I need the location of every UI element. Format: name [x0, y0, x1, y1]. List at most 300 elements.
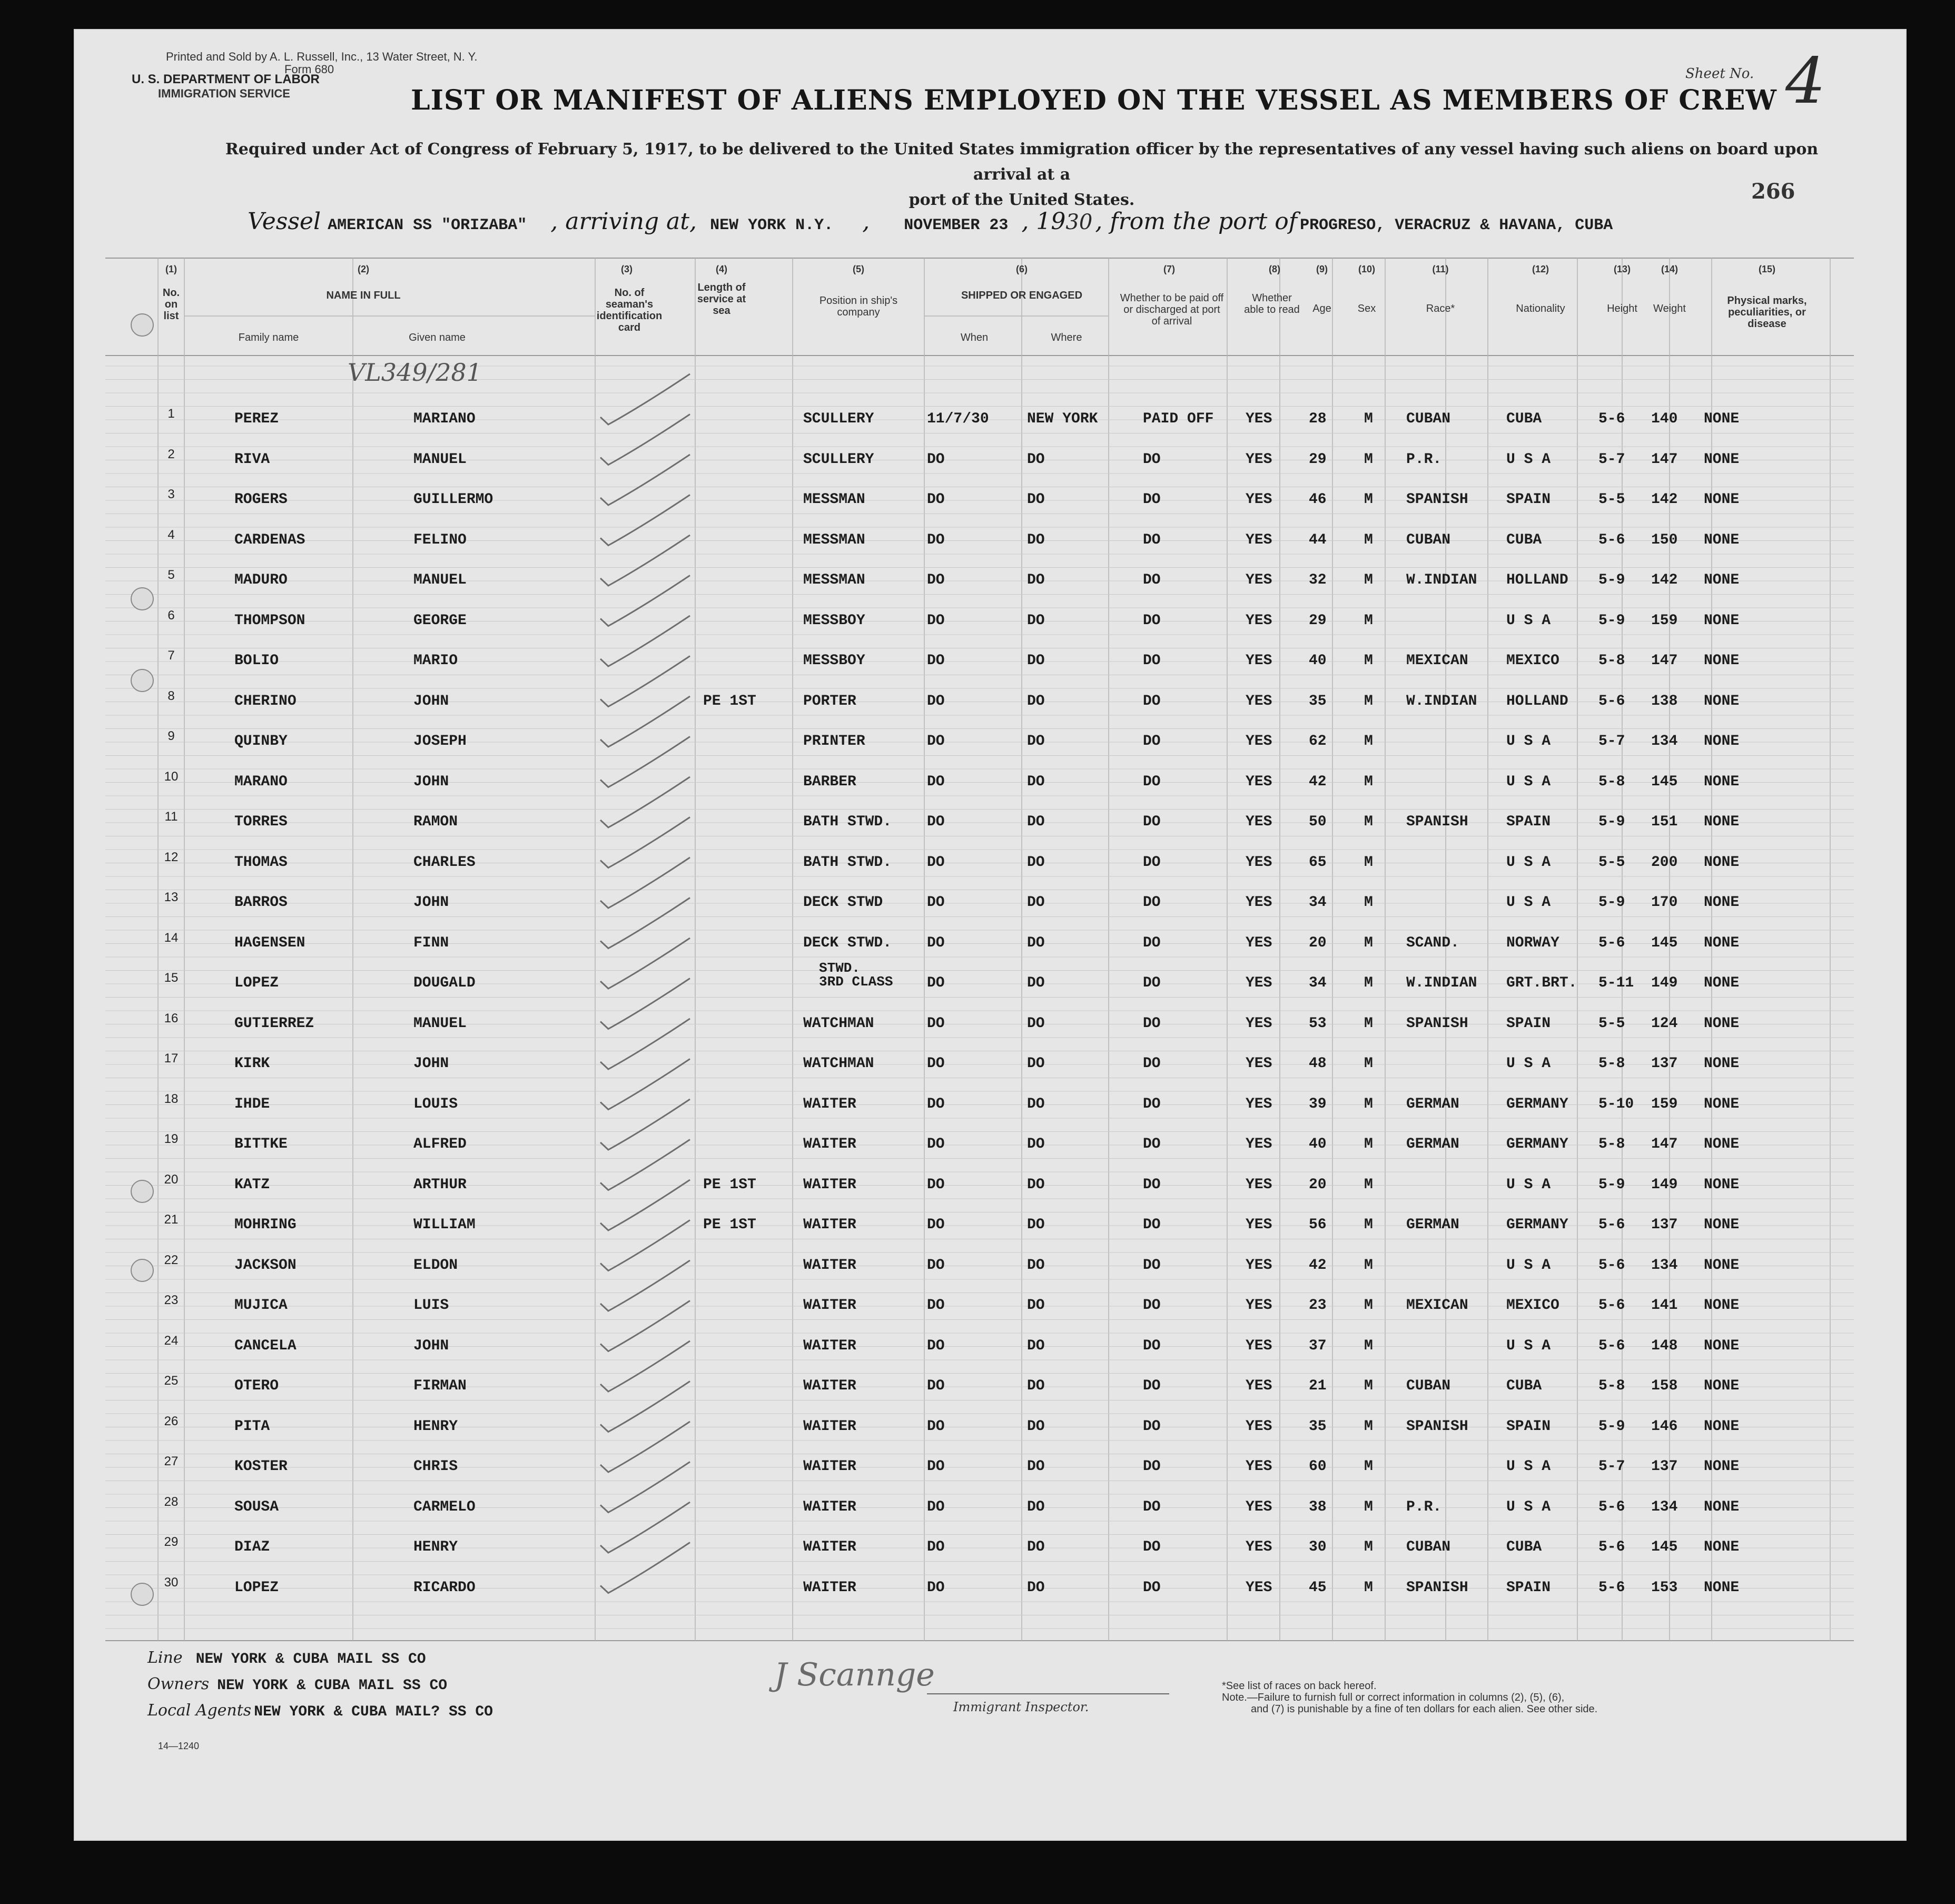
able-to-read: YES — [1246, 653, 1272, 669]
physical-marks: NONE — [1704, 1055, 1740, 1072]
shipped-where: DO — [1027, 572, 1045, 588]
height: 5-8 — [1598, 1378, 1625, 1394]
given-name: MANUEL — [413, 572, 467, 588]
shipped-when: DO — [927, 1096, 945, 1112]
height: 5-5 — [1598, 491, 1625, 508]
col1-header: No. on list — [162, 287, 180, 322]
weight: 149 — [1651, 975, 1678, 991]
height: 5-8 — [1598, 773, 1625, 790]
paid-off: DO — [1143, 1055, 1161, 1072]
sheet-label: Sheet No. — [1685, 66, 1754, 82]
age: 23 — [1309, 1297, 1327, 1314]
col6-when-header: When — [960, 332, 989, 343]
punch-hole — [131, 313, 154, 337]
arriving-at: NEW YORK N.Y. — [710, 216, 834, 234]
inspector-signature: J Scannge — [774, 1656, 935, 1693]
shipped-when: DO — [927, 1055, 945, 1072]
sex: M — [1364, 1539, 1373, 1555]
col14-header: Weight — [1653, 303, 1686, 314]
row-number: 13 — [164, 890, 179, 904]
col8-num: (8) — [1269, 264, 1280, 274]
able-to-read: YES — [1246, 773, 1272, 790]
weight: 140 — [1651, 411, 1678, 427]
weight: 149 — [1651, 1176, 1678, 1193]
paid-off: DO — [1143, 1337, 1161, 1354]
manifest-page — [74, 29, 1907, 1841]
col15-num: (15) — [1758, 264, 1775, 274]
row-number: 30 — [164, 1575, 179, 1590]
able-to-read: YES — [1246, 975, 1272, 991]
given-name: MANUEL — [413, 1015, 467, 1032]
paid-off: DO — [1143, 975, 1161, 991]
race: GERMAN — [1406, 1217, 1459, 1233]
sex: M — [1364, 1378, 1373, 1394]
note-line-1: Note.—Failure to furnish full or correct information in columns (2), (5), (6), — [1222, 1692, 1565, 1703]
position: MESSBOY — [803, 653, 865, 669]
race: W.INDIAN — [1406, 975, 1477, 991]
position: MESSMAN — [803, 491, 865, 508]
weight: 147 — [1651, 451, 1678, 468]
shipped-where: DO — [1027, 693, 1045, 709]
shipped-where: DO — [1027, 1096, 1045, 1112]
height: 5-11 — [1598, 975, 1634, 991]
sex: M — [1364, 1136, 1373, 1152]
service-name: IMMIGRATION SERVICE — [158, 87, 290, 100]
row-number: 14 — [164, 930, 179, 945]
family-name: CANCELA — [234, 1337, 297, 1354]
physical-marks: NONE — [1704, 854, 1740, 871]
shipped-where: DO — [1027, 733, 1045, 749]
nationality: U S A — [1506, 894, 1551, 911]
sex: M — [1364, 693, 1373, 709]
age: 42 — [1309, 773, 1327, 790]
weight: 145 — [1651, 773, 1678, 790]
given-name: RICARDO — [413, 1579, 476, 1596]
shipped-when: DO — [927, 975, 945, 991]
race: P.R. — [1406, 1498, 1442, 1515]
from-label: , from the port of — [1095, 208, 1298, 235]
paid-off: DO — [1143, 1257, 1161, 1274]
form-code: 14—1240 — [158, 1741, 200, 1751]
age: 28 — [1309, 411, 1327, 427]
nationality: U S A — [1506, 1458, 1551, 1475]
col4-header: Length of service at sea — [697, 282, 746, 317]
row-number: 5 — [167, 568, 175, 582]
shipped-when: DO — [927, 653, 945, 669]
nationality: U S A — [1506, 854, 1551, 871]
nationality: GERMANY — [1506, 1217, 1568, 1233]
age: 42 — [1309, 1257, 1327, 1274]
col13-header: Height — [1607, 303, 1637, 314]
sheet-number: 4 — [1785, 45, 1826, 118]
sex: M — [1364, 854, 1373, 871]
age: 62 — [1309, 733, 1327, 749]
nationality: U S A — [1506, 612, 1551, 629]
able-to-read: YES — [1246, 411, 1272, 427]
age: 45 — [1309, 1579, 1327, 1596]
able-to-read: YES — [1246, 1015, 1272, 1032]
paid-off: DO — [1143, 1498, 1161, 1515]
age: 50 — [1309, 814, 1327, 830]
shipped-where: DO — [1027, 1539, 1045, 1555]
shipped-where: DO — [1027, 975, 1045, 991]
shipped-when: DO — [927, 854, 945, 871]
shipped-where: DO — [1027, 894, 1045, 911]
race: CUBAN — [1406, 1378, 1451, 1394]
sex: M — [1364, 612, 1373, 629]
given-name: CHRIS — [413, 1458, 458, 1475]
weight: 145 — [1651, 934, 1678, 951]
height: 5-6 — [1598, 531, 1625, 548]
row-number: 11 — [164, 810, 178, 824]
position: WAITER — [803, 1217, 856, 1233]
height: 5-6 — [1598, 1257, 1625, 1274]
col3-header: No. of seaman's identification card — [596, 287, 663, 333]
height: 5-9 — [1598, 572, 1625, 588]
row-number: 10 — [164, 769, 179, 784]
punch-hole — [131, 587, 154, 610]
position: WAITER — [803, 1176, 856, 1193]
shipped-when: DO — [927, 773, 945, 790]
signature-line — [927, 1693, 1169, 1694]
length-of-service: PE 1ST — [703, 1217, 756, 1233]
physical-marks: NONE — [1704, 1136, 1740, 1152]
shipped-when: DO — [927, 1458, 945, 1475]
sex: M — [1364, 531, 1373, 548]
sex: M — [1364, 975, 1373, 991]
vessel-name: AMERICAN SS "ORIZABA" — [328, 216, 527, 234]
position: BATH STWD. — [803, 854, 892, 871]
physical-marks: NONE — [1704, 894, 1740, 911]
shipped-when: DO — [927, 1579, 945, 1596]
department-name: U. S. DEPARTMENT OF LABOR — [132, 72, 320, 86]
weight: 134 — [1651, 733, 1678, 749]
family-name: MOHRING — [234, 1217, 297, 1233]
physical-marks: NONE — [1704, 1378, 1740, 1394]
paid-off: DO — [1143, 773, 1161, 790]
weight: 158 — [1651, 1378, 1678, 1394]
shipped-where: NEW YORK — [1027, 411, 1098, 427]
agents-value: NEW YORK & CUBA MAIL? SS CO — [254, 1704, 493, 1720]
paid-off: DO — [1143, 572, 1161, 588]
race: P.R. — [1406, 451, 1442, 468]
height: 5-6 — [1598, 1217, 1625, 1233]
paid-off: DO — [1143, 1458, 1161, 1475]
age: 60 — [1309, 1458, 1327, 1475]
shipped-when: DO — [927, 1418, 945, 1435]
age: 21 — [1309, 1378, 1327, 1394]
col7-num: (7) — [1163, 264, 1175, 274]
nationality: U S A — [1506, 451, 1551, 468]
col2-family-header: Family name — [238, 332, 299, 343]
race: SPANISH — [1406, 1579, 1468, 1596]
nationality: HOLLAND — [1506, 572, 1568, 588]
subtitle-line-1: Required under Act of Congress of February 5, 1917, to be delivered to the United States immigration officer by the representatives of any vessel having such aliens on board upon arrival at a — [225, 140, 1819, 184]
shipped-where: DO — [1027, 1458, 1045, 1475]
shipped-where: DO — [1027, 814, 1045, 830]
page-title: LIST OR MANIFEST OF ALIENS EMPLOYED ON THE VESSEL AS MEMBERS OF CREW — [411, 84, 1777, 116]
row-number: 25 — [164, 1374, 179, 1388]
row-number: 29 — [164, 1535, 179, 1549]
given-name: DOUGALD — [413, 975, 476, 991]
shipped-when: DO — [927, 612, 945, 629]
paid-off: DO — [1143, 693, 1161, 709]
nationality: SPAIN — [1506, 1579, 1551, 1596]
position: WAITER — [803, 1418, 856, 1435]
nationality: U S A — [1506, 773, 1551, 790]
row-number: 6 — [167, 608, 175, 623]
age: 34 — [1309, 894, 1327, 911]
given-name: FIRMAN — [413, 1378, 467, 1394]
shipped-where: DO — [1027, 1378, 1045, 1394]
given-name: JOHN — [413, 1055, 449, 1072]
given-name: LOUIS — [413, 1096, 458, 1112]
weight: 134 — [1651, 1257, 1678, 1274]
able-to-read: YES — [1246, 934, 1272, 951]
nationality: HOLLAND — [1506, 693, 1568, 709]
given-name: ELDON — [413, 1257, 458, 1274]
length-of-service: PE 1ST — [703, 1176, 756, 1193]
col11-header: Race* — [1426, 303, 1455, 314]
pencil-checkmarks — [74, 29, 1907, 1841]
nationality: U S A — [1506, 733, 1551, 749]
row-number: 24 — [164, 1333, 179, 1348]
height: 5-7 — [1598, 451, 1625, 468]
shipped-when: DO — [927, 1337, 945, 1354]
sex: M — [1364, 1176, 1373, 1193]
position: WAITER — [803, 1136, 856, 1152]
shipped-when: DO — [927, 934, 945, 951]
shipped-when: DO — [927, 1217, 945, 1233]
weight: 159 — [1651, 612, 1678, 629]
family-name: CHERINO — [234, 693, 297, 709]
given-name: CARMELO — [413, 1498, 476, 1515]
family-name: QUINBY — [234, 733, 288, 749]
sex: M — [1364, 1055, 1373, 1072]
shipped-where: DO — [1027, 773, 1045, 790]
sex: M — [1364, 1015, 1373, 1032]
physical-marks: NONE — [1704, 1015, 1740, 1032]
family-name: PEREZ — [234, 411, 279, 427]
row-number: 8 — [167, 688, 175, 703]
position: WAITER — [803, 1458, 856, 1475]
col6-num: (6) — [1016, 264, 1028, 274]
shipped-where: DO — [1027, 1337, 1045, 1354]
age: 53 — [1309, 1015, 1327, 1032]
col5-header: Position in ship's company — [819, 295, 898, 318]
family-name: MADURO — [234, 572, 288, 588]
age: 35 — [1309, 693, 1327, 709]
line-field — [147, 1649, 426, 1668]
shipped-when: DO — [927, 1176, 945, 1193]
physical-marks: NONE — [1704, 653, 1740, 669]
shipped-when: DO — [927, 491, 945, 508]
position: BARBER — [803, 773, 856, 790]
position: MESSMAN — [803, 531, 865, 548]
given-name: WILLIAM — [413, 1217, 476, 1233]
able-to-read: YES — [1246, 1539, 1272, 1555]
position: WAITER — [803, 1337, 856, 1354]
paid-off: DO — [1143, 531, 1161, 548]
family-name: LOPEZ — [234, 975, 279, 991]
weight: 142 — [1651, 491, 1678, 508]
height: 5-10 — [1598, 1096, 1634, 1112]
position: DECK STWD. — [803, 934, 892, 951]
nationality: U S A — [1506, 1055, 1551, 1072]
age: 35 — [1309, 1418, 1327, 1435]
able-to-read: YES — [1246, 531, 1272, 548]
shipped-when: DO — [927, 693, 945, 709]
sex: M — [1364, 1337, 1373, 1354]
given-name: HENRY — [413, 1539, 458, 1555]
position: WAITER — [803, 1539, 856, 1555]
col2-num: (2) — [358, 264, 369, 274]
shipped-where: DO — [1027, 531, 1045, 548]
paid-off: DO — [1143, 612, 1161, 629]
height: 5-8 — [1598, 1136, 1625, 1152]
age: 20 — [1309, 1176, 1327, 1193]
paid-off: DO — [1143, 1217, 1161, 1233]
weight: 147 — [1651, 1136, 1678, 1152]
physical-marks: NONE — [1704, 1498, 1740, 1515]
age: 30 — [1309, 1539, 1327, 1555]
paid-off: DO — [1143, 814, 1161, 830]
age: 29 — [1309, 612, 1327, 629]
age: 40 — [1309, 653, 1327, 669]
able-to-read: YES — [1246, 1418, 1272, 1435]
family-name: MARANO — [234, 773, 288, 790]
shipped-where: DO — [1027, 653, 1045, 669]
able-to-read: YES — [1246, 894, 1272, 911]
given-name: JOHN — [413, 1337, 449, 1354]
col10-num: (10) — [1358, 264, 1375, 274]
able-to-read: YES — [1246, 1055, 1272, 1072]
nationality: U S A — [1506, 1337, 1551, 1354]
physical-marks: NONE — [1704, 975, 1740, 991]
paid-off: DO — [1143, 451, 1161, 468]
row-number: 22 — [164, 1252, 179, 1267]
shipped-where: DO — [1027, 612, 1045, 629]
family-name: PITA — [234, 1418, 270, 1435]
height: 5-9 — [1598, 612, 1625, 629]
sex: M — [1364, 1297, 1373, 1314]
paid-off: PAID OFF — [1143, 411, 1214, 427]
col15-header: Physical marks, peculiarities, or disease — [1727, 295, 1807, 330]
given-name: JOHN — [413, 693, 449, 709]
shipped-where: DO — [1027, 854, 1045, 871]
arrival-date: NOVEMBER 23 — [904, 216, 1009, 234]
nationality: MEXICO — [1506, 1297, 1559, 1314]
race: MEXICAN — [1406, 1297, 1468, 1314]
family-name: ROGERS — [234, 491, 288, 508]
weight: 137 — [1651, 1458, 1678, 1475]
col12-num: (12) — [1532, 264, 1549, 274]
physical-marks: NONE — [1704, 411, 1740, 427]
col1-num: (1) — [165, 264, 177, 274]
race: SCAND. — [1406, 934, 1459, 951]
family-name: SOUSA — [234, 1498, 279, 1515]
physical-marks: NONE — [1704, 1096, 1740, 1112]
able-to-read: YES — [1246, 491, 1272, 508]
shipped-when: DO — [927, 1539, 945, 1555]
shipped-where: DO — [1027, 1136, 1045, 1152]
sex: M — [1364, 1458, 1373, 1475]
height: 5-7 — [1598, 733, 1625, 749]
length-of-service: PE 1ST — [703, 693, 756, 709]
physical-marks: NONE — [1704, 693, 1740, 709]
age: 34 — [1309, 975, 1327, 991]
col8-header: Whether able to read — [1244, 292, 1300, 315]
given-name: GEORGE — [413, 612, 467, 629]
punch-hole — [131, 1583, 154, 1606]
shipped-when: DO — [927, 814, 945, 830]
position: DECK STWD — [803, 894, 883, 911]
physical-marks: NONE — [1704, 934, 1740, 951]
race: GERMAN — [1406, 1096, 1459, 1112]
height: 5-6 — [1598, 1337, 1625, 1354]
family-name: LOPEZ — [234, 1579, 279, 1596]
row-number: 9 — [167, 729, 175, 743]
sex: M — [1364, 814, 1373, 830]
family-name: BARROS — [234, 894, 288, 911]
nationality: NORWAY — [1506, 934, 1559, 951]
able-to-read: YES — [1246, 1378, 1272, 1394]
col10-header: Sex — [1357, 303, 1376, 314]
weight: 153 — [1651, 1579, 1678, 1596]
physical-marks: NONE — [1704, 612, 1740, 629]
race: CUBAN — [1406, 531, 1451, 548]
height: 5-8 — [1598, 1055, 1625, 1072]
race: SPANISH — [1406, 814, 1468, 830]
position: MESSMAN — [803, 572, 865, 588]
shipped-where: DO — [1027, 491, 1045, 508]
physical-marks: NONE — [1704, 733, 1740, 749]
weight: 142 — [1651, 572, 1678, 588]
col5-num: (5) — [853, 264, 864, 274]
weight: 147 — [1651, 653, 1678, 669]
race: SPANISH — [1406, 491, 1468, 508]
race: SPANISH — [1406, 1015, 1468, 1032]
weight: 200 — [1651, 854, 1678, 871]
age: 20 — [1309, 934, 1327, 951]
race: GERMAN — [1406, 1136, 1459, 1152]
nationality: SPAIN — [1506, 491, 1551, 508]
col13-num: (13) — [1613, 264, 1631, 274]
col7-header: Whether to be paid off or discharged at port of arrival — [1120, 292, 1224, 327]
able-to-read: YES — [1246, 1337, 1272, 1354]
physical-marks: NONE — [1704, 451, 1740, 468]
col9-header: Age — [1312, 303, 1331, 314]
paid-off: DO — [1143, 733, 1161, 749]
given-name: RAMON — [413, 814, 458, 830]
given-name: LUIS — [413, 1297, 449, 1314]
able-to-read: YES — [1246, 1297, 1272, 1314]
physical-marks: NONE — [1704, 1579, 1740, 1596]
position: WAITER — [803, 1498, 856, 1515]
vessel-label: Vessel — [248, 208, 321, 235]
row-number: 16 — [164, 1011, 179, 1025]
height: 5-9 — [1598, 1176, 1625, 1193]
physical-marks: NONE — [1704, 1539, 1740, 1555]
physical-marks: NONE — [1704, 1217, 1740, 1233]
height: 5-9 — [1598, 1418, 1625, 1435]
paid-off: DO — [1143, 653, 1161, 669]
age: 32 — [1309, 572, 1327, 588]
note-line-2: and (7) is punishable by a fine of ten dollars for each alien. See other side. — [1251, 1703, 1598, 1715]
age: 44 — [1309, 531, 1327, 548]
pencil-annotation: VL349/281 — [348, 358, 482, 387]
paid-off: DO — [1143, 1378, 1161, 1394]
